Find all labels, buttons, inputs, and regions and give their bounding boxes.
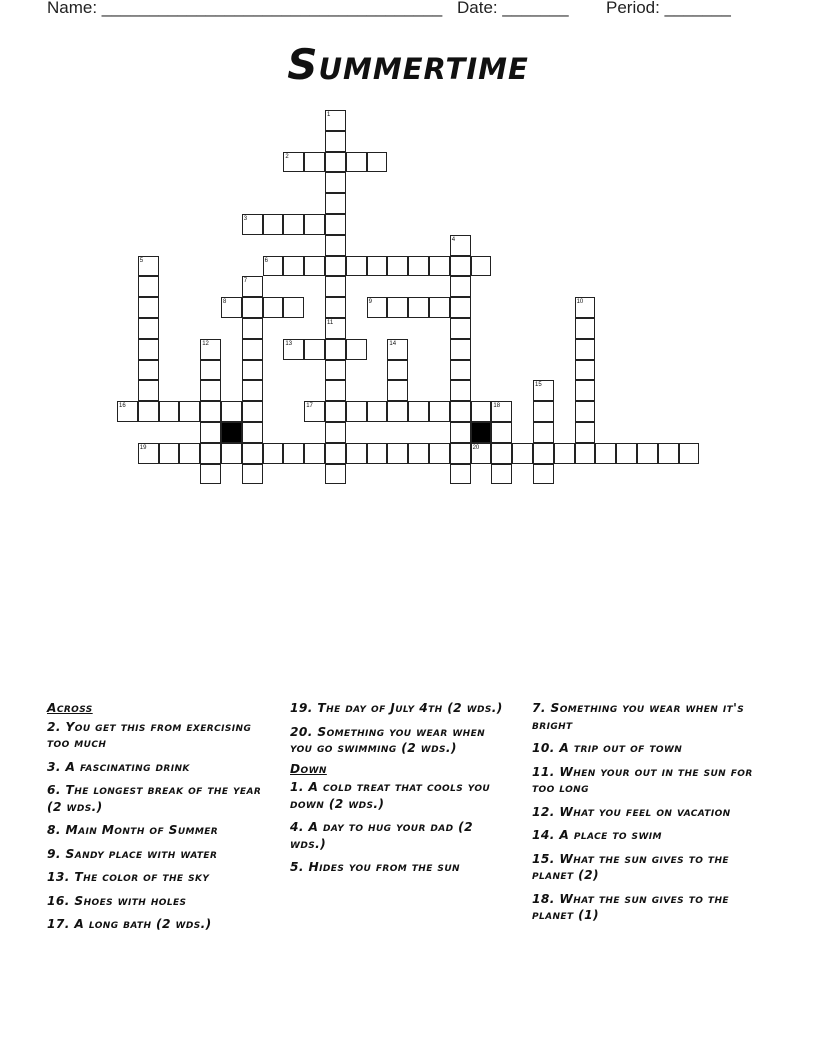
grid-cell[interactable] [304, 214, 325, 235]
clue-across-13: 13. The color of the sky [47, 870, 210, 884]
grid-cell[interactable] [283, 256, 304, 277]
grid-cell[interactable] [200, 443, 221, 464]
grid-cell[interactable] [138, 318, 159, 339]
grid-cell[interactable] [512, 443, 533, 464]
grid-cell[interactable] [491, 401, 512, 422]
grid-cell[interactable] [575, 422, 596, 443]
clue-number-1: 1 [327, 112, 331, 118]
grid-cell[interactable] [325, 152, 346, 173]
grid-cell[interactable] [283, 339, 304, 360]
grid-cell[interactable] [533, 443, 554, 464]
grid-cell[interactable] [658, 443, 679, 464]
grid-cell[interactable] [408, 297, 429, 318]
grid-cell[interactable] [387, 256, 408, 277]
grid-cell[interactable] [138, 360, 159, 381]
grid-cell[interactable] [450, 256, 471, 277]
grid-cell[interactable] [283, 297, 304, 318]
grid-cell[interactable] [242, 380, 263, 401]
clue-down-4: 4. A day to hug your dad (2 wds.) [290, 820, 474, 851]
clue-column-1 [47, 700, 269, 940]
grid-cell[interactable] [325, 276, 346, 297]
grid-cell[interactable] [387, 380, 408, 401]
grid-cell[interactable] [159, 401, 180, 422]
clue-down-12: 12. What you feel on vacation [532, 804, 731, 819]
grid-cell[interactable] [533, 464, 554, 485]
grid-cell[interactable] [450, 318, 471, 339]
grid-cell[interactable] [325, 256, 346, 277]
grid-cell[interactable] [325, 443, 346, 464]
clue-number-6: 6 [264, 257, 268, 264]
grid-cell[interactable] [283, 214, 304, 235]
grid-cell[interactable] [575, 380, 596, 401]
grid-cell[interactable] [325, 360, 346, 381]
clue-down-7: 7. Something you wear when it's bright [532, 701, 745, 732]
grid-cell[interactable] [471, 443, 492, 464]
grid-cell[interactable] [242, 401, 263, 422]
grid-cell[interactable] [346, 256, 367, 277]
grid-cell[interactable] [595, 443, 616, 464]
grid-cell[interactable] [637, 443, 658, 464]
grid-cell[interactable] [346, 152, 367, 173]
grid-cell[interactable] [491, 464, 512, 485]
grid-cell[interactable] [138, 401, 159, 422]
grid-cell[interactable] [138, 276, 159, 297]
grid-cell[interactable] [242, 443, 263, 464]
crossword-grid [0, 0, 816, 500]
grid-cell[interactable] [575, 360, 596, 381]
grid-cell[interactable] [387, 360, 408, 381]
grid-cell[interactable] [450, 235, 471, 256]
grid-cell[interactable] [159, 443, 180, 464]
grid-cell[interactable] [325, 297, 346, 318]
grid-cell[interactable] [263, 443, 284, 464]
grid-cell[interactable] [263, 214, 284, 235]
grid-cell[interactable] [242, 422, 263, 443]
across-heading: Across [47, 701, 93, 715]
grid-cell[interactable] [200, 464, 221, 485]
clue-number-9: 9 [368, 299, 372, 306]
grid-cell[interactable] [263, 256, 284, 277]
clue-number-4: 4 [451, 236, 456, 243]
grid-cell[interactable] [138, 443, 159, 464]
down-heading: Down [290, 761, 327, 776]
grid-cell[interactable] [408, 256, 429, 277]
grid-cell[interactable] [450, 401, 471, 422]
grid-cell[interactable] [221, 401, 242, 422]
clue-down-18: 18. What the sun gives to the planet (1) [532, 891, 729, 922]
grid-cell[interactable] [200, 339, 221, 360]
period-field-label[interactable]: Period: _______ [606, 0, 731, 17]
grid-cell[interactable] [304, 256, 325, 277]
page-title: Summertime [287, 40, 529, 89]
black-square [221, 422, 242, 443]
grid-cell[interactable] [533, 422, 554, 443]
clue-across-6: 6. The longest break of the year (2 wds.) [47, 783, 262, 814]
grid-cell[interactable] [304, 152, 325, 173]
clue-number-19: 19 [139, 444, 147, 451]
grid-cell[interactable] [450, 443, 471, 464]
clue-number-18: 18 [493, 403, 501, 410]
clue-number-10: 10 [576, 299, 584, 306]
grid-cell[interactable] [325, 131, 346, 152]
grid-cell[interactable] [304, 339, 325, 360]
clue-down-5: 5. Hides you from the sun [290, 860, 460, 874]
grid-cell[interactable] [242, 297, 263, 318]
black-square [471, 422, 492, 443]
grid-cell[interactable] [491, 422, 512, 443]
grid-cell[interactable] [304, 401, 325, 422]
clue-across-17: 17. A long bath (2 wds.) [47, 917, 212, 931]
grid-cell[interactable] [346, 443, 367, 464]
grid-cell[interactable] [450, 339, 471, 360]
grid-cell[interactable] [450, 380, 471, 401]
grid-cell[interactable] [179, 443, 200, 464]
grid-cell[interactable] [346, 401, 367, 422]
clue-across-19: 19. The day of July 4th (2 wds.) [290, 701, 503, 715]
grid-cell[interactable] [575, 297, 596, 318]
grid-cell[interactable] [325, 235, 346, 256]
clue-down-1: 1. A cold treat that cools you down (2 wds.) [290, 780, 491, 811]
grid-cell[interactable] [242, 214, 263, 235]
grid-cell[interactable] [138, 256, 159, 277]
grid-cell[interactable] [575, 401, 596, 422]
clue-down-15: 15. What the sun gives to the planet (2) [532, 851, 729, 882]
grid-cell[interactable] [450, 276, 471, 297]
clue-number-7: 7 [243, 278, 248, 285]
grid-cell[interactable] [325, 422, 346, 443]
grid-cell[interactable] [367, 443, 388, 464]
grid-cell[interactable] [138, 297, 159, 318]
grid-cell[interactable] [346, 339, 367, 360]
grid-cell[interactable] [325, 339, 346, 360]
clue-across-20: 20. Something you wear when you go swimming (2 wds.) [290, 724, 486, 755]
clue-number-5: 5 [139, 257, 144, 264]
clue-number-16: 16 [119, 403, 126, 410]
grid-cell[interactable] [221, 443, 242, 464]
clue-down-14: 14. A place to swim [532, 828, 662, 842]
grid-cell[interactable] [283, 443, 304, 464]
grid-cell[interactable] [200, 422, 221, 443]
grid-cell[interactable] [138, 380, 159, 401]
grid-cell[interactable] [179, 401, 200, 422]
grid-cell[interactable] [242, 318, 263, 339]
grid-cell[interactable] [387, 339, 408, 360]
clue-column-3 [532, 700, 754, 931]
grid-cell[interactable] [138, 339, 159, 360]
grid-cell[interactable] [387, 401, 408, 422]
clue-down-11: 11. When your out in the sun for too long [532, 764, 753, 795]
clue-number-15: 15 [535, 382, 542, 389]
grid-cell[interactable] [408, 443, 429, 464]
clue-across-2: 2. You get this from exercising too much [47, 719, 252, 750]
clue-number-17: 17 [306, 403, 313, 410]
grid-cell[interactable] [367, 152, 388, 173]
clue-across-8: 8. Main Month of Summer [47, 823, 219, 837]
grid-cell[interactable] [679, 443, 700, 464]
grid-cell[interactable] [450, 360, 471, 381]
grid-cell[interactable] [616, 443, 637, 464]
date-field-label[interactable]: Date: _______ [457, 0, 569, 17]
grid-cell[interactable] [554, 443, 575, 464]
grid-cell[interactable] [117, 401, 138, 422]
grid-cell[interactable] [325, 172, 346, 193]
grid-cell[interactable] [325, 464, 346, 485]
grid-cell[interactable] [450, 422, 471, 443]
grid-cell[interactable] [429, 401, 450, 422]
grid-cell[interactable] [200, 401, 221, 422]
grid-cell[interactable] [325, 214, 346, 235]
clue-number-13: 13 [285, 340, 293, 347]
grid-cell[interactable] [325, 193, 346, 214]
grid-cell[interactable] [325, 401, 346, 422]
grid-cell[interactable] [367, 401, 388, 422]
grid-cell[interactable] [491, 443, 512, 464]
grid-cell[interactable] [242, 464, 263, 485]
grid-cell[interactable] [533, 380, 554, 401]
grid-cell[interactable] [367, 297, 388, 318]
clue-number-11: 11 [327, 320, 334, 326]
grid-cell[interactable] [450, 297, 471, 318]
grid-cell[interactable] [242, 276, 263, 297]
clue-number-3: 3 [243, 216, 248, 222]
grid-cell[interactable] [429, 443, 450, 464]
grid-cell[interactable] [263, 297, 284, 318]
grid-cell[interactable] [325, 380, 346, 401]
clue-number-20: 20 [472, 444, 480, 451]
grid-cell[interactable] [221, 297, 242, 318]
grid-cell[interactable] [533, 401, 554, 422]
grid-cell[interactable] [575, 318, 596, 339]
grid-cell[interactable] [242, 339, 263, 360]
clue-across-16: 16. Shoes with holes [47, 893, 187, 908]
grid-cell[interactable] [200, 360, 221, 381]
grid-cell[interactable] [450, 464, 471, 485]
clue-number-12: 12 [202, 340, 209, 347]
clue-down-10: 10. A trip out of town [532, 741, 683, 755]
grid-cell[interactable] [367, 256, 388, 277]
grid-cell[interactable] [242, 360, 263, 381]
grid-cell[interactable] [200, 380, 221, 401]
grid-cell[interactable] [283, 152, 304, 173]
clue-number-8: 8 [223, 299, 227, 306]
grid-cell[interactable] [325, 318, 346, 339]
grid-cell[interactable] [575, 339, 596, 360]
clue-column-2 [290, 700, 512, 883]
clue-number-2: 2 [285, 153, 289, 160]
name-field-label[interactable]: Name: ____________________________________ [47, 0, 443, 17]
clue-across-3: 3. A fascinating drink [47, 759, 190, 774]
grid-cell[interactable] [325, 110, 346, 131]
clue-number-14: 14 [389, 340, 397, 347]
grid-cell[interactable] [429, 297, 450, 318]
grid-cell[interactable] [575, 443, 596, 464]
grid-cell[interactable] [471, 256, 492, 277]
clue-across-9: 9. Sandy place with water [47, 846, 218, 861]
grid-cell[interactable] [429, 256, 450, 277]
grid-cell[interactable] [387, 297, 408, 318]
grid-cell[interactable] [387, 443, 408, 464]
grid-cell[interactable] [471, 401, 492, 422]
grid-cell[interactable] [304, 443, 325, 464]
grid-cell[interactable] [408, 401, 429, 422]
